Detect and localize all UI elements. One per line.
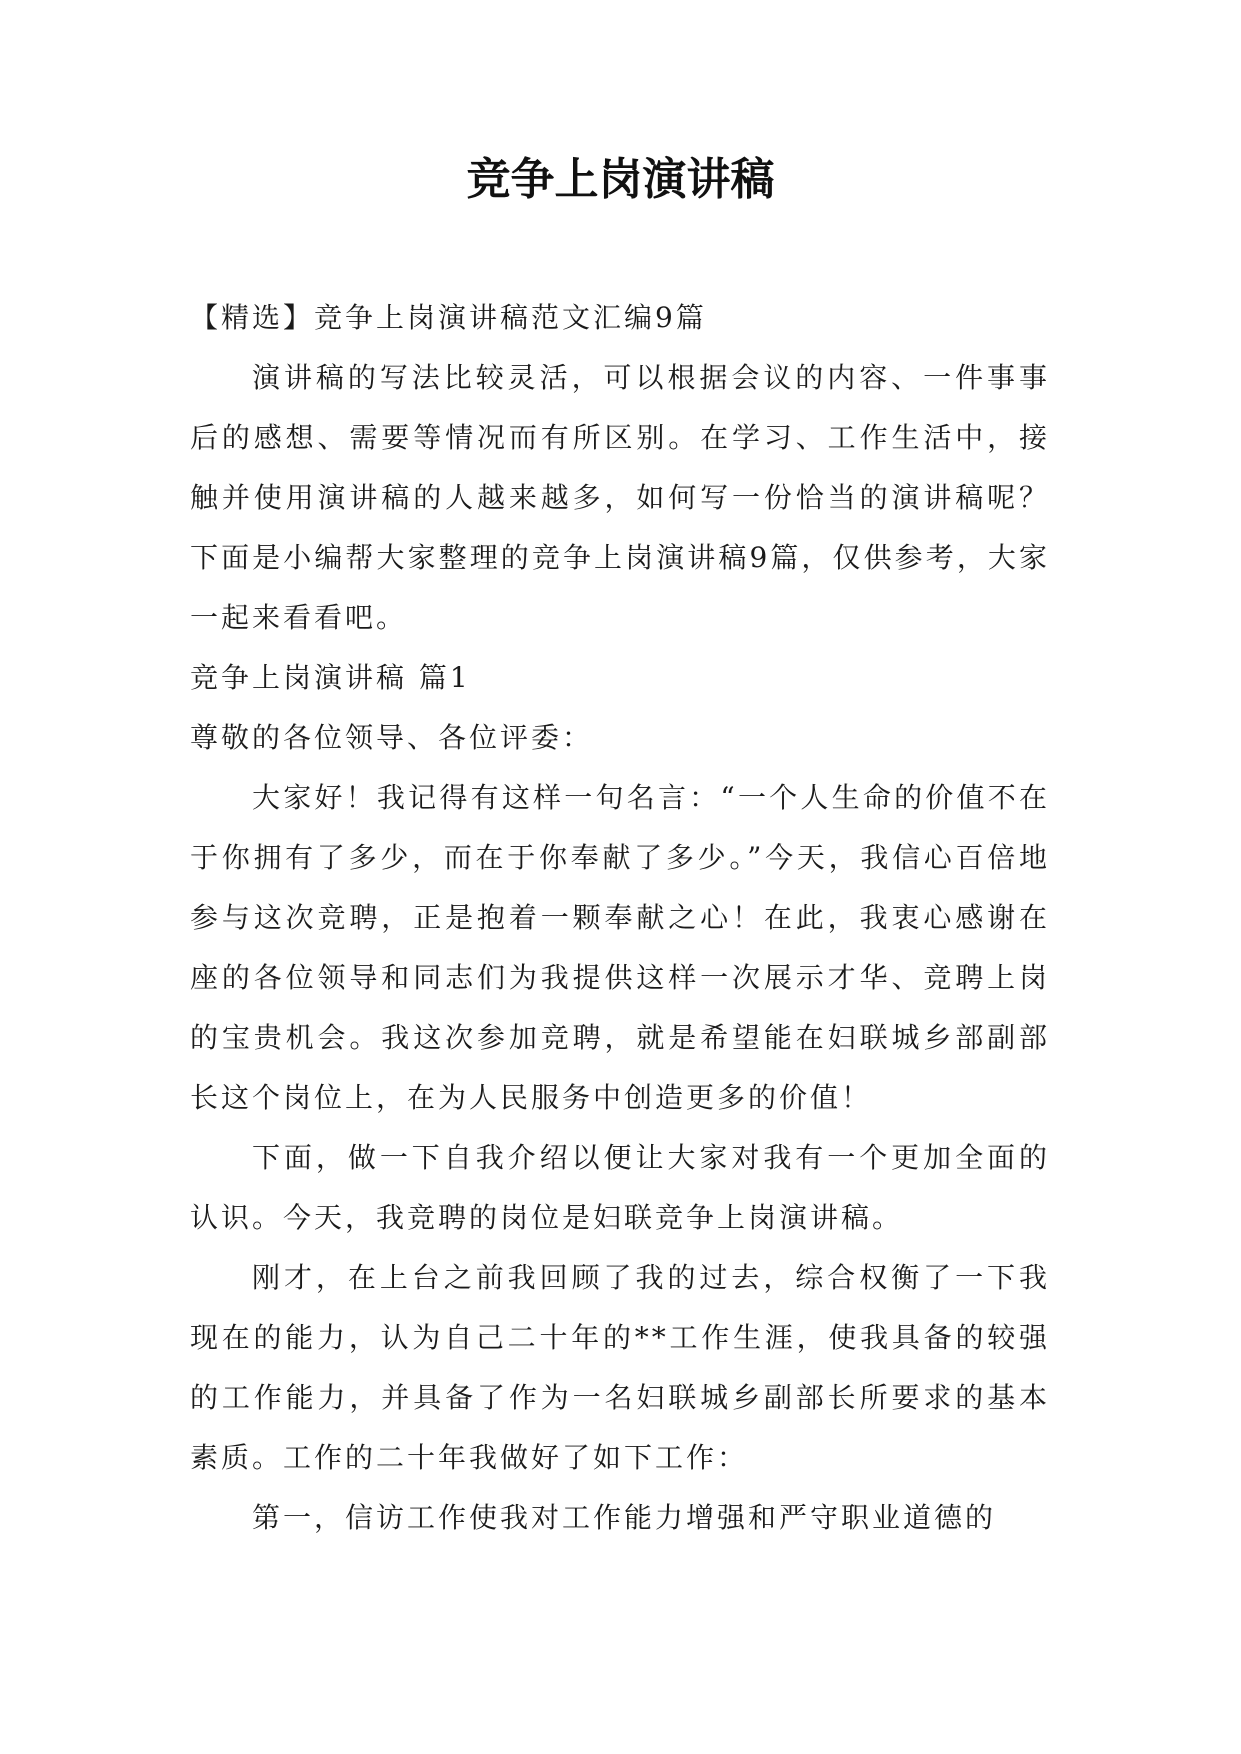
salutation: 尊敬的各位领导、各位评委： <box>190 721 594 754</box>
section-heading-1: 竞争上岗演讲稿 篇1 <box>190 661 471 694</box>
paragraph-review: 刚才，在上台之前我回顾了我的过去，综合权衡了一下我现在的能力，认为自己二十年的**工作生涯，使我具备的较强的工作能力，并具备了作为一名妇联城乡副部长所要求的基本素质。工作的二十年我做好了如下工作： <box>190 1261 1050 1474</box>
paragraph-intro: 演讲稿的写法比较灵活，可以根据会议的内容、一件事事后的感想、需要等情况而有所区别。在学习、工作生活中，接触并使用演讲稿的人越来越多，如何写一份恰当的演讲稿呢？下面是小编帮大家整理的竞争上岗演讲稿9篇，仅供参考，大家一起来看看吧。 <box>190 361 1050 634</box>
document-title: 竞争上岗演讲稿 <box>466 154 775 205</box>
paragraph-heading-intro: 【精选】竞争上岗演讲稿范文汇编9篇 <box>190 301 707 334</box>
paragraph-self-intro: 下面，做一下自我介绍以便让大家对我有一个更加全面的认识。今天，我竞聘的岗位是妇联竞争上岗演讲稿。 <box>190 1141 1050 1234</box>
paragraph-greeting: 大家好！我记得有这样一句名言：“一个人生命的价值不在于你拥有了多少，而在于你奉献了多少。”今天，我信心百倍地参与这次竞聘，正是抱着一颗奉献之心！在此，我衷心感谢在座的各位领导和同志们为我提供这样一次展示才华、竞聘上岗的宝贵机会。我这次参加竞聘，就是希望能在妇联城乡部副部长这个岗位上，在为人民服务中创造更多的价值！ <box>190 781 1050 1114</box>
paragraph-first-point: 第一，信访工作使我对工作能力增强和严守职业道德的 <box>252 1501 997 1534</box>
document-body <box>190 288 1050 1548</box>
